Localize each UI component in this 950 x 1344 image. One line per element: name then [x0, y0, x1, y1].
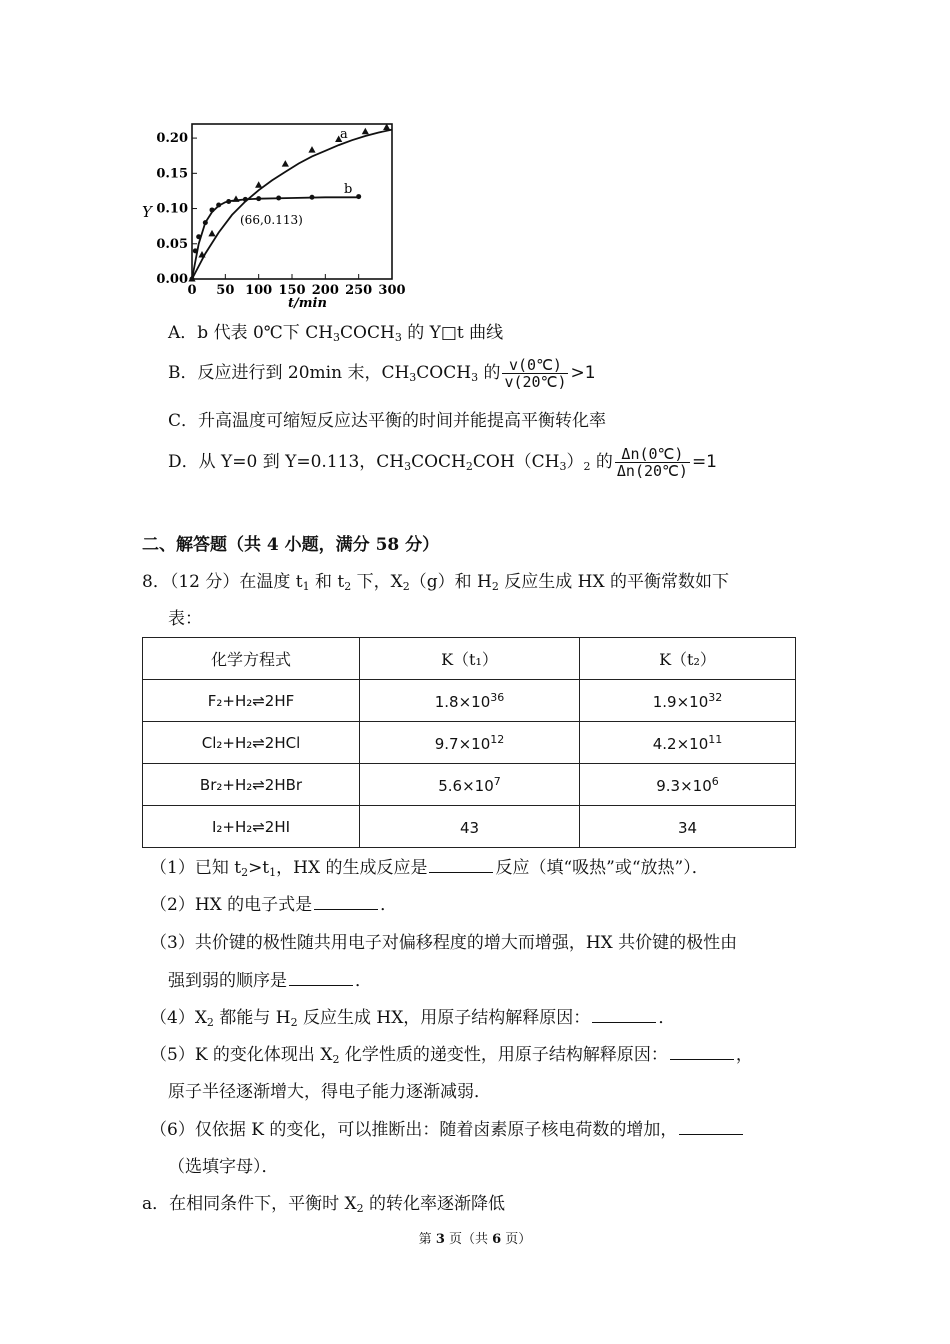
- series-b-line: [192, 197, 359, 279]
- series-b-point: [203, 220, 208, 225]
- option-c: C．升高温度可缩短反应达平衡的时间并能提高平衡转化率: [168, 411, 607, 431]
- q8-choice-a: a．在相同条件下，平衡时 $X_2$ 的转化率逐渐降低: [142, 1194, 506, 1215]
- series-b-point: [210, 207, 215, 212]
- x-tick-label: 300: [378, 283, 406, 298]
- answer-blank[interactable]: [592, 1008, 656, 1023]
- option-b: B．反应进行到 20min 末，$CH_3COCH_3$ 的 $\frac{v(0℃)}{v(20℃)}$ >1: [168, 356, 596, 391]
- q8-part1: （1）已知 $t_2>t_1$，HX 的生成反应是 反应（填“吸热”或“放热”）．: [150, 858, 709, 879]
- series-b-label: b: [344, 182, 353, 197]
- option-d: D．从 Y=0 到 Y=0.113，$CH_3COCH_2COH(CH_3)_2$ 的 $\frac{\Delta n(0℃)}{\Delta n(20℃)}$ =1: [168, 445, 717, 480]
- series-a-point: [362, 128, 369, 135]
- moles-ratio-fraction: $\frac{\Delta n(0℃)}{\Delta n(20℃)}$: [616, 445, 688, 480]
- header-k-t2: K（t₂）: [580, 638, 796, 680]
- rate-ratio-fraction: $\frac{v(0℃)}{v(20℃)}$: [504, 356, 567, 391]
- answer-blank[interactable]: [429, 858, 493, 873]
- series-b-point: [196, 234, 201, 239]
- y-tick-label: 0.20: [156, 131, 188, 147]
- series-a-point: [255, 181, 262, 188]
- q8-intro: 8．（12 分）在温度 $t_1$ 和 $t_2$ 下，$X_2(g)$和 $H_2$ 反应生成 HX 的平衡常数如下: [142, 572, 730, 593]
- table-row: [143, 722, 796, 764]
- equation-cell: Cl₂+H₂⇌2HCl: [143, 722, 360, 764]
- x-axis-label: t/min: [288, 296, 327, 311]
- series-b-point: [356, 194, 361, 199]
- answer-blank[interactable]: [679, 1120, 743, 1135]
- series-b-point: [310, 195, 315, 200]
- k-t1-cell: 43: [360, 806, 580, 848]
- header-k-t1: K（t₁）: [360, 638, 580, 680]
- equation-cell: F₂+H₂⇌2HF: [143, 680, 360, 722]
- series-b-point: [276, 195, 281, 200]
- intersection-annotation: (66,0.113): [240, 213, 303, 227]
- q8-part3: （3）共价键的极性随共用电子对偏移程度的增大而增强，HX 共价键的极性由: [150, 933, 738, 953]
- table-row: [143, 680, 796, 722]
- reaction-chart: [140, 118, 420, 314]
- option-a: A．b 代表 0℃下 $CH_3COCH_3$ 的 Y□t 曲线: [168, 323, 504, 344]
- k-t2-cell: 34: [580, 806, 796, 848]
- y-tick-label: 0.10: [156, 201, 188, 217]
- q8-part4: $(4)X_2$ 都能与 $H_2$ 反应生成 HX，用原子结构解释原因： ．: [150, 1008, 676, 1029]
- equation-cell: I₂+H₂⇌2HI: [143, 806, 360, 848]
- series-b-point: [193, 248, 198, 253]
- series-b-point: [190, 277, 195, 282]
- y-axis-label: Y: [142, 203, 152, 221]
- y-tick-label: 0.05: [156, 236, 188, 252]
- answer-blank[interactable]: [670, 1045, 734, 1060]
- k-t1-cell: $5.6\times 10^7$: [360, 764, 580, 806]
- y-tick-label: 0.15: [156, 166, 188, 182]
- series-b-point: [243, 197, 248, 202]
- answer-blank[interactable]: [289, 971, 353, 986]
- k-t1-cell: $1.8\times 10^{36}$: [360, 680, 580, 722]
- series-a-point: [208, 230, 215, 237]
- series-a-label: a: [340, 127, 348, 142]
- series-a-point: [308, 146, 315, 153]
- k-t1-cell: $9.7\times 10^{12}$: [360, 722, 580, 764]
- header-equation: 化学方程式: [143, 638, 360, 680]
- series-b-point: [226, 199, 231, 204]
- x-tick-label: 100: [245, 283, 273, 298]
- x-tick-label: 250: [345, 283, 373, 298]
- equation-cell: Br₂+H₂⇌2HBr: [143, 764, 360, 806]
- q8-part3-line2: 强到弱的顺序是 ．: [168, 971, 372, 991]
- section-title: 二、解答题（共 4 小题，满分 58 分）: [142, 535, 440, 555]
- table-row: [143, 806, 796, 848]
- series-b-point: [216, 203, 221, 208]
- series-b-point: [256, 196, 261, 201]
- q8-part6: （6）仅依据 K 的变化，可以推断出：随着卤素原子核电荷数的增加，: [150, 1119, 745, 1141]
- x-tick-label: 50: [216, 283, 235, 298]
- table-header-row: [143, 638, 796, 680]
- table-row: [143, 764, 796, 806]
- series-a-point: [282, 160, 289, 167]
- answer-blank[interactable]: [314, 895, 378, 910]
- k-t2-cell: $4.2\times 10^{11}$: [580, 722, 796, 764]
- page-footer: 第 3 页（共 6 页）: [418, 1232, 532, 1247]
- k-t2-cell: $9.3\times 10^6$: [580, 764, 796, 806]
- q8-part6-line2: （选填字母）．: [168, 1157, 279, 1177]
- equilibrium-constant-table: [142, 637, 796, 848]
- q8-part2: （2）HX 的电子式是 ．: [150, 895, 398, 915]
- q8-part5-line2: 原子半径逐渐增大，得电子能力逐渐减弱．: [168, 1082, 491, 1102]
- y-tick-label: 0.00: [156, 272, 188, 287]
- plot-frame: [192, 124, 392, 279]
- x-tick-label: 200: [311, 283, 339, 298]
- q8-part5: （5）K 的变化体现出 $X_2$ 化学性质的递变性，用原子结构解释原因： ，: [150, 1045, 753, 1066]
- x-tick-label: 150: [278, 283, 306, 298]
- k-t2-cell: $1.9\times 10^{32}$: [580, 680, 796, 722]
- x-tick-label: 0: [187, 283, 197, 298]
- q8-intro-line2: 表：: [168, 609, 202, 629]
